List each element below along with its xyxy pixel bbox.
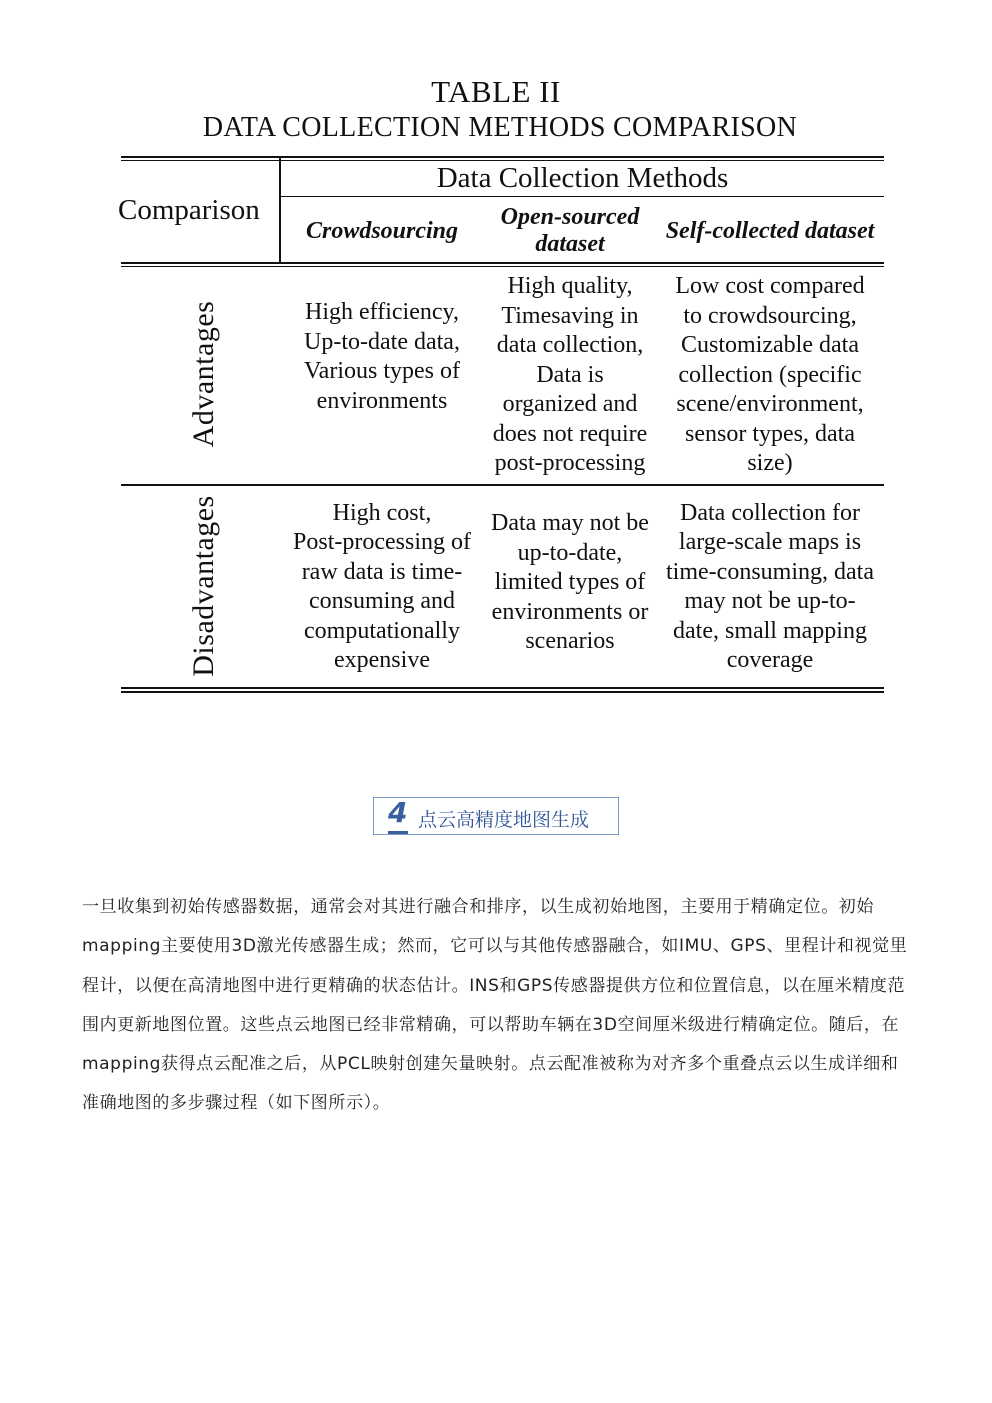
row-label-advantages: Advantages <box>187 300 220 448</box>
advantages-open-sourced-cell: High quality, Timesaving in data collection, Data is organized and does not require post-processing <box>492 273 648 477</box>
disadvantages-self-collected-cell: Data collection for large-scale maps is time-consuming, data may not be up-to- date, small mapping coverage <box>666 499 874 673</box>
header-bottom-rule-1 <box>121 262 884 264</box>
column-header-open-sourced: Open-sourced dataset <box>500 204 640 257</box>
row-divider-rule <box>121 484 884 486</box>
body-paragraph: 一旦收集到初始传感器数据，通常会对其进行融合和排序，以生成初始地图，主要用于精确定位。初始mapping主要使用3D激光传感器生成；然而，它可以与其他传感器融合，如IMU、GPS、里程计和视觉里程计，以便在高清地图中进行更精确的状态估计。INS和GPS传感器提供方位和位置信息，以在厘米精度范围内更新地图位置。这些点云地图已经非常精确，可以帮助车辆在3D空间厘米级进行精确定位。随后，在mapping获得点云配准之后，从PCL映射创建矢量映射。点云配准被称为对齐多个重叠点云以生成详细和准确地图的多步骤过程（如下图所示）。 <box>82 897 908 1114</box>
comparison-header: Comparison <box>118 194 260 227</box>
table-bottom-rule-1 <box>121 687 884 689</box>
disadvantages-open-sourced-cell: Data may not be up-to-date, limited types of environments or scenarios <box>491 510 649 655</box>
table-caption: DATA COLLECTION METHODS COMPARISON <box>202 112 798 143</box>
section-title: 点云高精度地图生成 <box>418 809 590 831</box>
table-bottom-rule-2 <box>121 691 884 693</box>
table-top-rule-1 <box>121 156 884 158</box>
header-bottom-rule-2 <box>121 266 884 267</box>
section-number-underline <box>388 831 408 834</box>
disadvantages-crowdsourcing-cell: High cost, Post-processing of raw data is time- consuming and computationally expensive <box>293 499 471 673</box>
column-header-self-collected: Self-collected dataset <box>665 217 875 244</box>
row-label-disadvantages: Disadvantages <box>187 495 220 677</box>
advantages-self-collected-cell: Low cost compared to crowdsourcing, Customizable data collection (specific scene/environment, sensor types, data size) <box>675 273 865 477</box>
group-header-rule <box>281 196 884 197</box>
advantages-crowdsourcing-cell: High efficiency, Up-to-date data, Various types of environments <box>304 299 460 414</box>
column-header-crowdsourcing: Crowdsourcing <box>305 217 459 244</box>
table-title: TABLE II <box>431 74 561 109</box>
section-heading <box>373 797 619 835</box>
group-header: Data Collection Methods <box>436 161 729 194</box>
section-number: 4 <box>388 796 408 829</box>
